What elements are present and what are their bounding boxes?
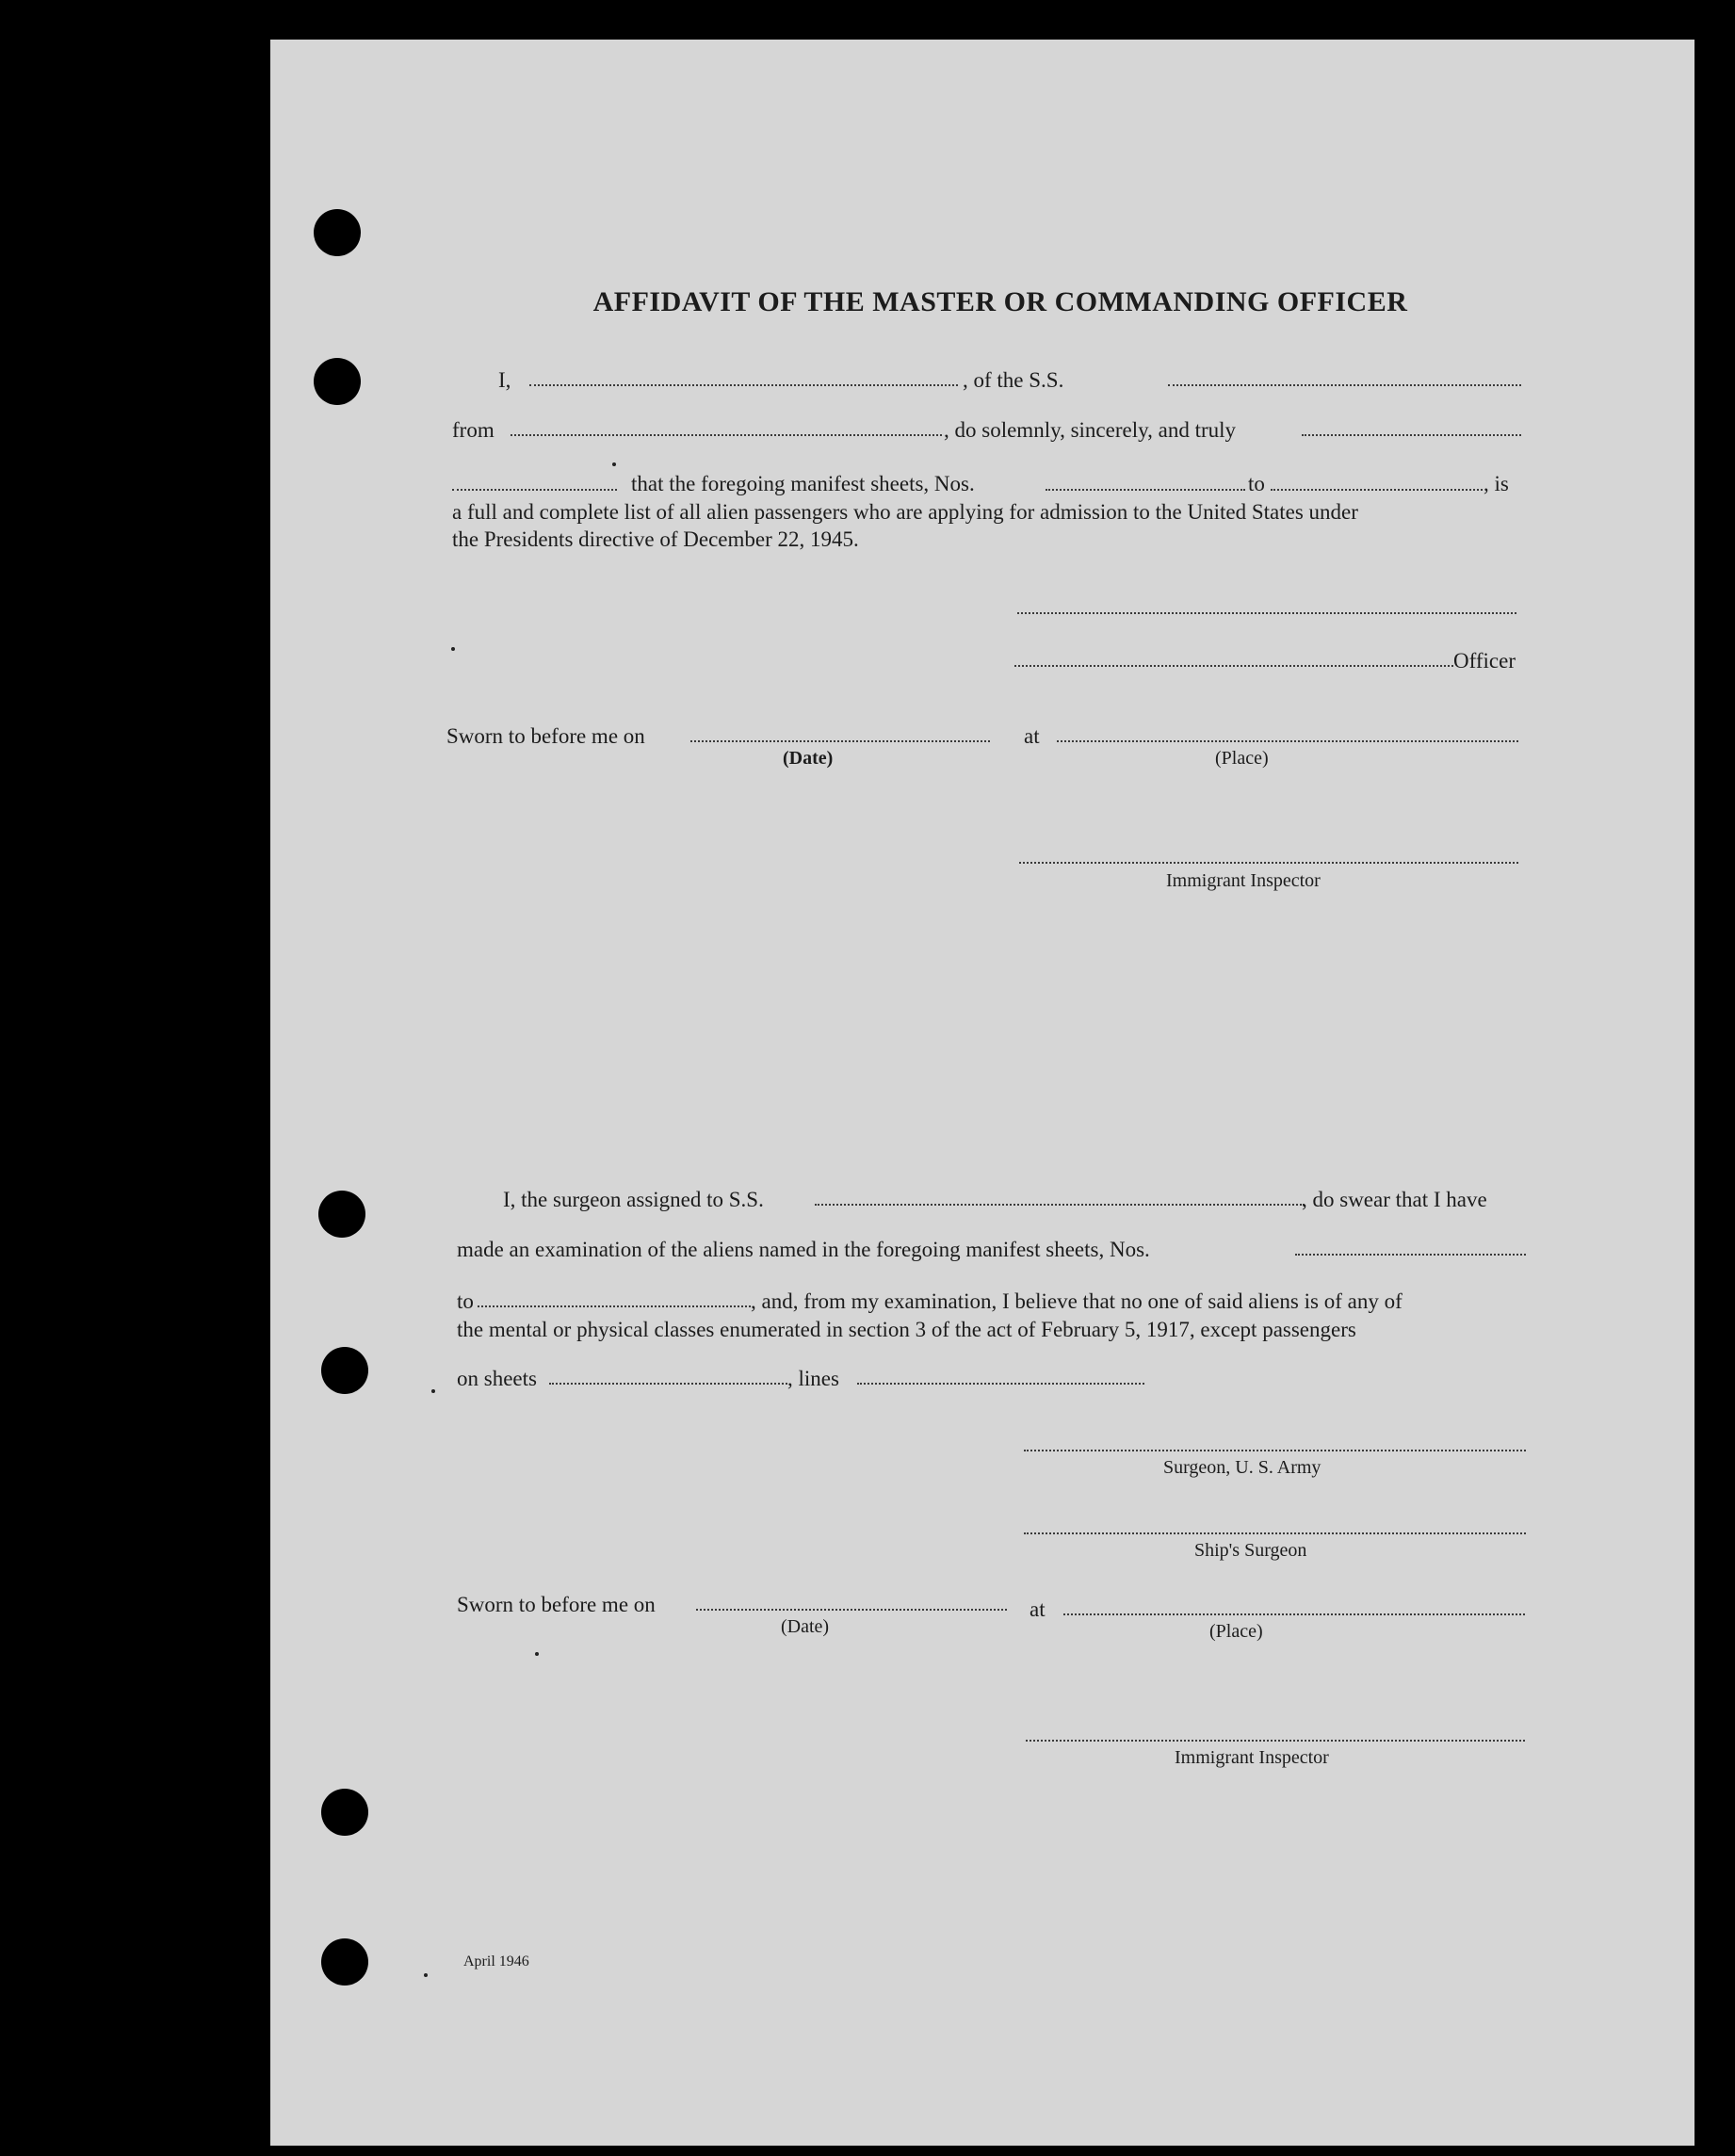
officer-signature-field[interactable] bbox=[1014, 665, 1453, 667]
master-i-label: I, bbox=[498, 368, 511, 392]
surgeon-sworn-date-field[interactable] bbox=[696, 1609, 1007, 1611]
binder-hole bbox=[321, 1938, 368, 1986]
surgeon-place-caption: (Place) bbox=[1209, 1621, 1263, 1642]
paper-speck bbox=[612, 462, 616, 466]
paper-speck bbox=[451, 647, 455, 651]
officer-label: Officer bbox=[1453, 649, 1516, 673]
surgeon-examination-label: made an examination of the aliens named in the foregoing manifest sheets, Nos. bbox=[457, 1238, 1150, 1261]
ship-surgeon-caption: Ship's Surgeon bbox=[1194, 1540, 1307, 1561]
surgeon-classes-line: the mental or physical classes enumerated in section 3 of the act of February 5, 1917, except passengers bbox=[457, 1318, 1356, 1341]
surgeon-nos-from-field[interactable] bbox=[1295, 1254, 1526, 1256]
surgeon-sheets-label: on sheets bbox=[457, 1367, 537, 1390]
binder-hole bbox=[314, 358, 361, 405]
surgeon-date-caption: (Date) bbox=[781, 1616, 830, 1637]
binder-hole bbox=[314, 209, 361, 256]
master-swear-label: , do solemnly, sincerely, and truly bbox=[944, 418, 1237, 442]
surgeon-lines-label: , lines bbox=[787, 1367, 839, 1390]
paper-speck bbox=[424, 1973, 428, 1977]
master-sworn-label: Sworn to before me on bbox=[446, 724, 645, 748]
surgeon-ship-field[interactable] bbox=[815, 1204, 1305, 1206]
master-date-caption: (Date) bbox=[783, 748, 834, 769]
ship-surgeon-signature-field[interactable] bbox=[1024, 1532, 1526, 1534]
paper-speck bbox=[535, 1652, 539, 1656]
master-inspector-caption: Immigrant Inspector bbox=[1166, 870, 1321, 891]
master-inspector-signature-field[interactable] bbox=[1019, 862, 1518, 864]
binder-hole bbox=[321, 1789, 368, 1836]
affidavit-page bbox=[270, 40, 1694, 2146]
master-nos-from-field[interactable] bbox=[1046, 489, 1245, 491]
surgeon-to-label: to bbox=[457, 1289, 474, 1313]
master-statement-line: a full and complete list of all alien passengers who are applying for admission to the United States under bbox=[452, 500, 1358, 524]
binder-hole bbox=[321, 1347, 368, 1394]
master-port-field[interactable] bbox=[511, 434, 942, 436]
master-manifest-label: that the foregoing manifest sheets, Nos. bbox=[631, 472, 975, 495]
surgeon-inspector-signature-field[interactable] bbox=[1026, 1740, 1525, 1742]
surgeon-at-label: at bbox=[1030, 1597, 1046, 1621]
army-surgeon-caption: Surgeon, U. S. Army bbox=[1163, 1457, 1322, 1478]
master-ship-field[interactable] bbox=[1168, 384, 1521, 386]
master-oath-field[interactable] bbox=[1302, 434, 1521, 436]
master-to-label: to bbox=[1248, 472, 1265, 495]
master-oath-continued-field[interactable] bbox=[452, 489, 617, 491]
surgeon-sworn-place-field[interactable] bbox=[1063, 1613, 1525, 1615]
surgeon-belief-line: , and, from my examination, I believe that no one of said aliens is of any of bbox=[751, 1289, 1403, 1313]
surgeon-nos-to-field[interactable] bbox=[478, 1305, 751, 1307]
master-nos-to-field[interactable] bbox=[1271, 489, 1483, 491]
surgeon-swear-label: , do swear that I have bbox=[1302, 1188, 1487, 1211]
master-is-label: , is bbox=[1484, 472, 1509, 495]
surgeon-inspector-caption: Immigrant Inspector bbox=[1175, 1747, 1329, 1768]
binder-hole bbox=[318, 1191, 365, 1238]
form-date: April 1946 bbox=[463, 1953, 529, 1970]
surgeon-sheets-field[interactable] bbox=[549, 1383, 787, 1385]
master-from-label: from bbox=[452, 418, 495, 442]
master-sworn-place-field[interactable] bbox=[1057, 740, 1518, 742]
surgeon-sworn-label: Sworn to before me on bbox=[457, 1593, 656, 1616]
master-signature-field[interactable] bbox=[1017, 612, 1516, 614]
master-statement-line: the Presidents directive of December 22, 1945. bbox=[452, 527, 859, 551]
surgeon-assigned-label: I, the surgeon assigned to S.S. bbox=[503, 1188, 764, 1211]
master-place-caption: (Place) bbox=[1215, 748, 1269, 769]
master-name-field[interactable] bbox=[529, 384, 958, 386]
master-sworn-date-field[interactable] bbox=[690, 740, 990, 742]
paper-speck bbox=[431, 1389, 435, 1393]
master-at-label: at bbox=[1024, 724, 1040, 748]
army-surgeon-signature-field[interactable] bbox=[1024, 1450, 1526, 1451]
surgeon-lines-field[interactable] bbox=[857, 1383, 1144, 1385]
master-of-ss-label: , of the S.S. bbox=[963, 368, 1064, 392]
page-title: AFFIDAVIT OF THE MASTER OR COMMANDING OFFICER bbox=[592, 286, 1408, 317]
